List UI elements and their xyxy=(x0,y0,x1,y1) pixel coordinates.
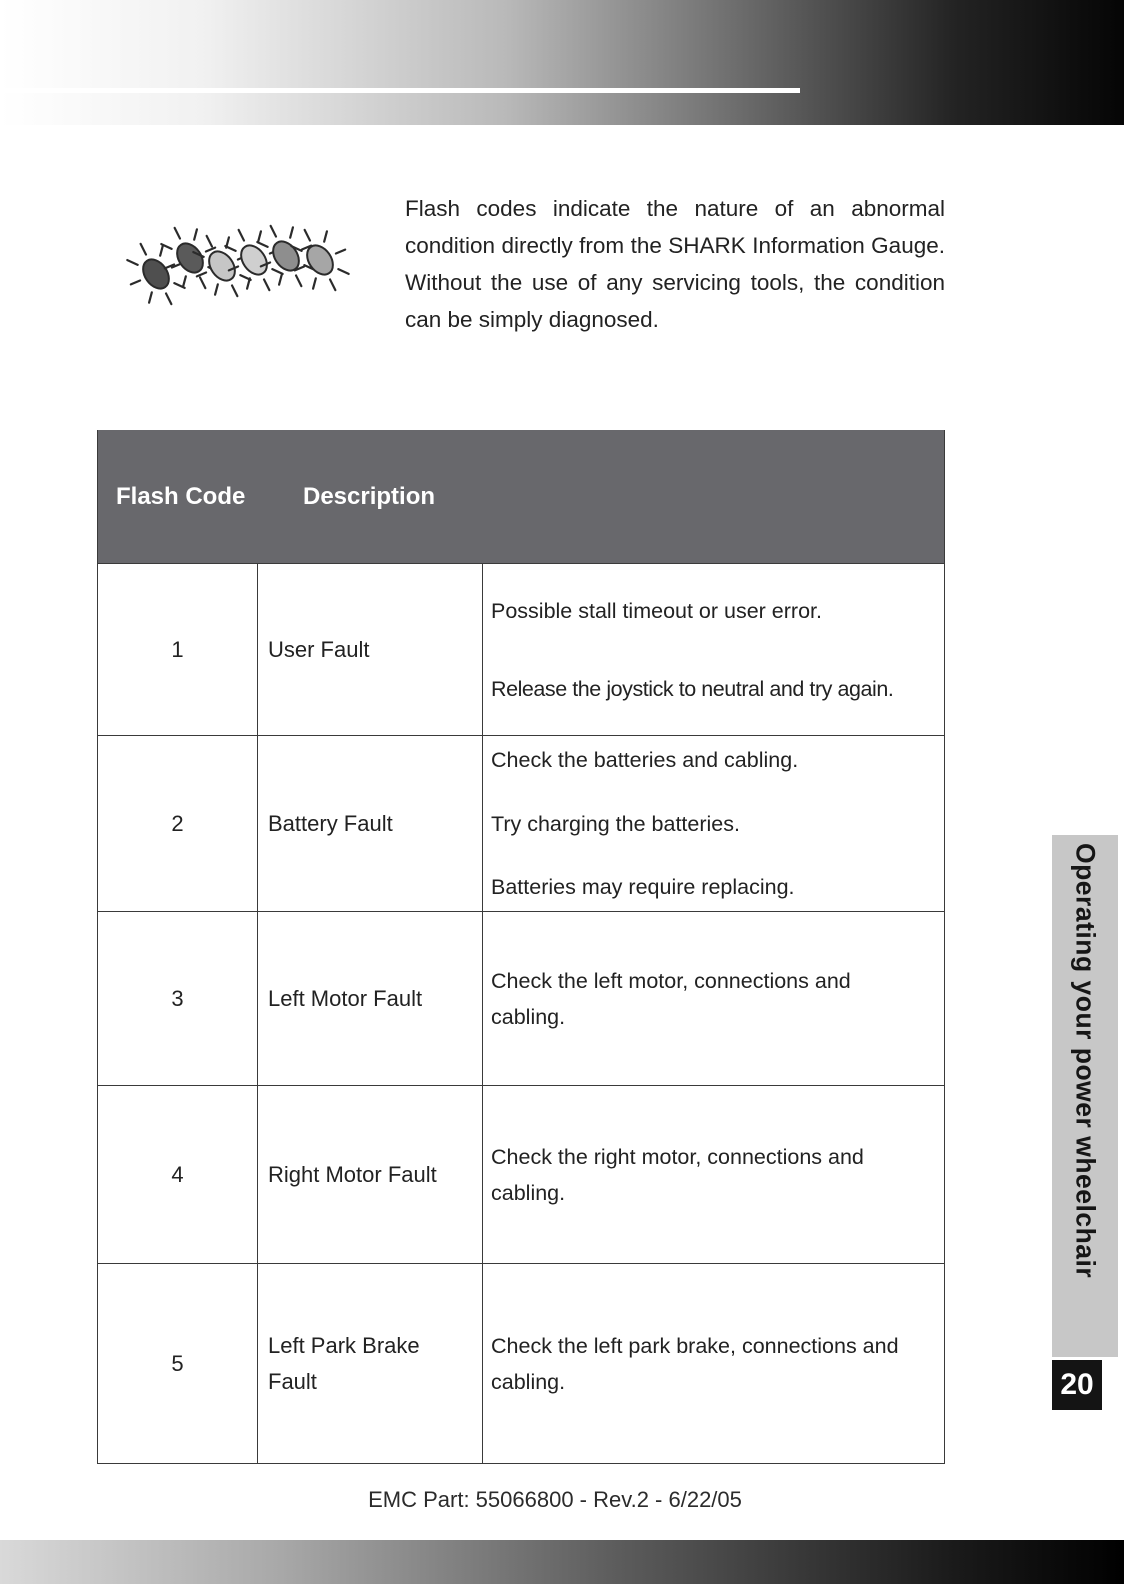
description-line: Check the right motor, connections and cabling. xyxy=(491,1144,864,1205)
bottom-gradient-band xyxy=(0,1540,1124,1584)
column-header-flash-code: Flash Code xyxy=(116,482,246,510)
table-row xyxy=(98,735,944,911)
fault-name-cell: Right Motor Fault xyxy=(258,1086,483,1263)
description-line: Try charging the batteries. xyxy=(491,811,740,836)
description-line: Check the left motor, connections and cabling. xyxy=(491,968,851,1029)
flash-code-cell: 3 xyxy=(98,912,258,1085)
description-line: Batteries may require replacing. xyxy=(491,875,795,899)
fault-name-cell: Battery Fault xyxy=(258,736,483,911)
fault-name-cell: Left Park Brake Fault xyxy=(258,1264,483,1463)
flash-code-cell: 2 xyxy=(98,736,258,911)
fault-description-cell xyxy=(483,1264,944,1463)
section-title-strip xyxy=(1052,835,1118,1357)
fault-description-cell xyxy=(483,736,944,911)
page-number: 20 xyxy=(1052,1360,1102,1410)
table-row xyxy=(98,911,944,1085)
top-divider-line xyxy=(0,88,800,93)
fault-name-cell: User Fault xyxy=(258,564,483,735)
fault-description-cell xyxy=(483,1086,944,1263)
top-gradient-band xyxy=(0,0,1124,125)
table-header-row xyxy=(98,430,944,563)
description-line: Release the joystick to neutral and try again. xyxy=(491,676,894,701)
description-line: Check the batteries and cabling. xyxy=(491,748,799,772)
description-line: Possible stall timeout or user error. xyxy=(491,598,822,623)
table-row xyxy=(98,1263,944,1463)
footer-text: EMC Part: 55066800 - Rev.2 - 6/22/05 xyxy=(368,1487,742,1512)
flash-code-cell: 4 xyxy=(98,1086,258,1263)
flash-leds-illustration xyxy=(112,196,392,336)
column-header-description: Description xyxy=(303,482,436,510)
fault-name-cell: Left Motor Fault xyxy=(258,912,483,1085)
flash-code-cell: 5 xyxy=(98,1264,258,1463)
fault-description-cell xyxy=(483,912,944,1085)
table-row xyxy=(98,563,944,735)
table-row xyxy=(98,1085,944,1263)
flash-code-cell: 1 xyxy=(98,564,258,735)
fault-description-cell xyxy=(483,564,944,735)
section-title-vertical: Operating your power wheelchair xyxy=(1070,843,1101,1279)
intro-text: Flash codes indicate the nature of an abnormal condition directly from the SHARK Information Gauge. Without the use of any servicing tools, the condition can be simply diagnosed. xyxy=(405,196,945,332)
flash-code-table xyxy=(97,430,945,1464)
description-line: Check the left park brake, connections and cabling. xyxy=(491,1333,899,1394)
